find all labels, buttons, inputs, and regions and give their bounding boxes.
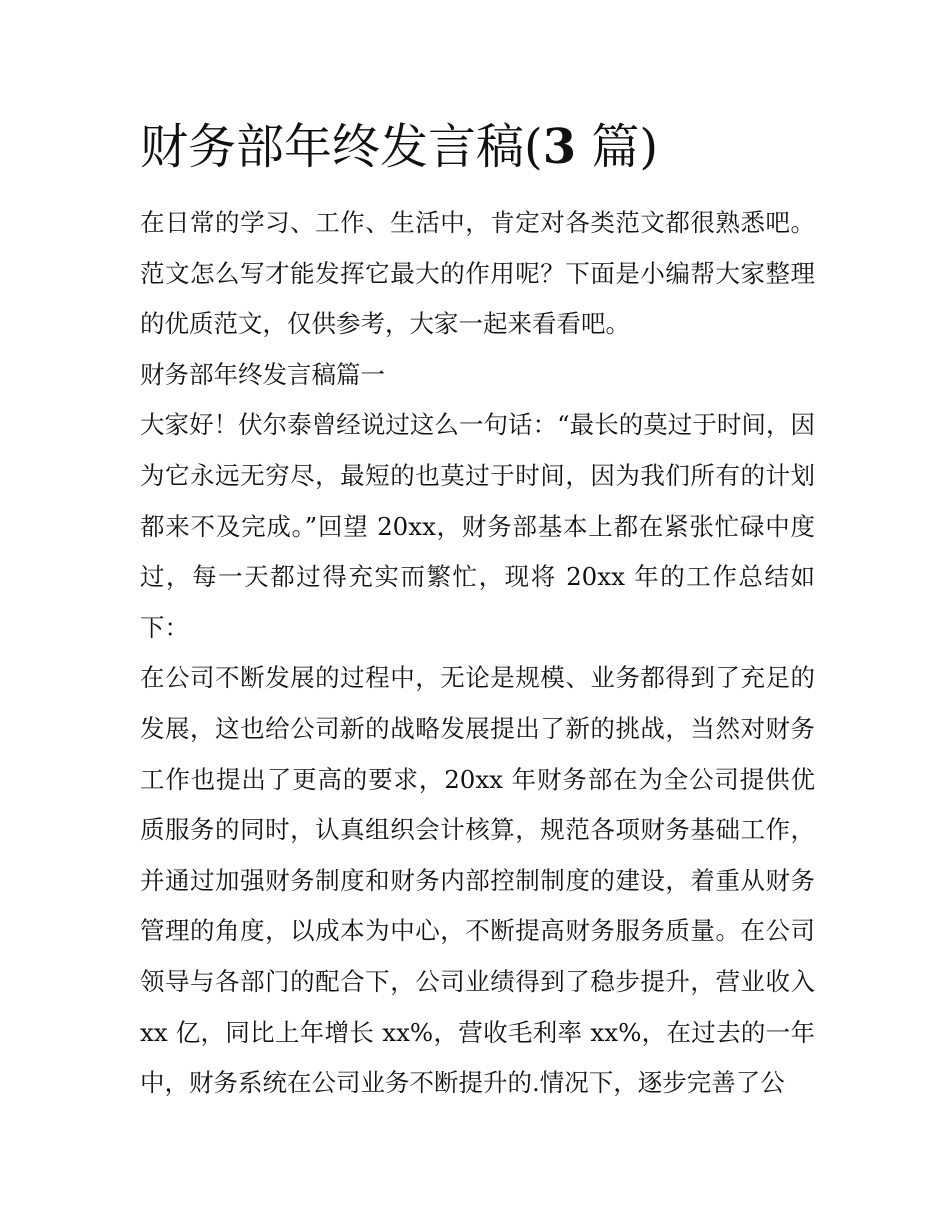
title-prefix: 财务部年终发言稿( [140,119,543,175]
section-heading: 财务部年终发言稿篇一 [140,359,385,389]
title-number: 3 [542,119,577,175]
document-body [140,198,815,1109]
document-title [140,112,658,182]
title-suffix: 篇) [576,119,659,175]
summary-paragraph: 在公司不断发展的过程中，无论是规模、业务都得到了充足的发展，这也给公司新的战略发展提出了新的挑战，当然对财务工作也提出了更高的要求，20xx 年财务部在为全公司提供优质服务的同时，认真组织会计核算，规范各项财务基础工作，并通过加强财务制度和财务内部控制制度的建设，着重从财务管理的角度，以成本为中心，不断提高财务服务质量。在公司领导与各部门的配合下，公司业绩得到了稳步提升，营业收入 xx 亿，同比上年增长 xx%，营收毛利率 xx%，在过去的一年中，财务系统在公司业务不断提升的.情况下，逐步完善了公 [140,663,815,1098]
greeting-paragraph: 大家好！伏尔泰曾经说过这么一句话：“最长的莫过于时间，因为它永远无穷尽，最短的也莫过于时间，因为我们所有的计划都来不及完成。”回望 20xx，财务部基本上都在紧张忙碌中度过，每一天都过得充实而繁忙，现将 20xx 年的工作总结如下： [140,410,815,642]
intro-paragraph: 在日常的学习、工作、生活中，肯定对各类范文都很熟悉吧。范文怎么写才能发挥它最大的作用呢？下面是小编帮大家整理的优质范文，仅供参考，大家一起来看看吧。 [140,208,815,339]
